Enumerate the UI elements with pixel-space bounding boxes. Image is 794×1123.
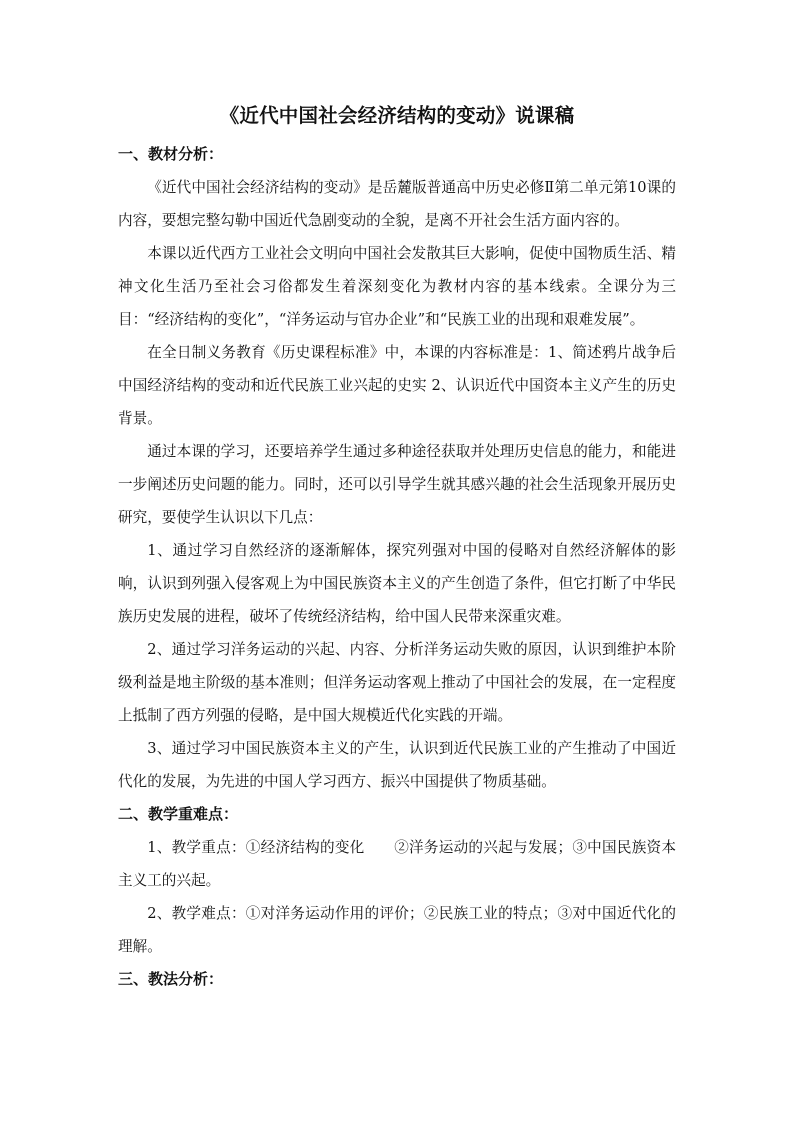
paragraph: 2、教学难点：①对洋务运动作用的评价；②民族工业的特点；③对中国近代化的理解。 xyxy=(118,905,676,955)
section-teaching-method xyxy=(118,963,676,996)
section-textbook-analysis xyxy=(118,138,676,798)
paragraph: 《近代中国社会经济结构的变动》是岳麓版普通高中历史必修Ⅱ第二单元第10课的内容，要想完整勾勒中国近代急剧变动的全貌，是离不开社会生活方面内容的。 xyxy=(118,179,676,229)
paragraph: 1、教学重点：①经济结构的变化 ②洋务运动的兴起与发展；③中国民族资本主义工的兴起。 xyxy=(118,839,676,889)
section-heading: 一、教材分析： xyxy=(118,145,224,163)
paragraph: 在全日制义务教育《历史课程标准》中，本课的内容标准是：1、简述鸦片战争后中国经济结构的变动和近代民族工业兴起的史实 2、认识近代中国资本主义产生的历史背景。 xyxy=(118,344,676,427)
paragraph: 2、通过学习洋务运动的兴起、内容、分析洋务运动失败的原因，认识到维护本阶级利益是地主阶级的基本准则；但洋务运动客观上推动了中国社会的发展，在一定程度上抵制了西方列强的侵略，是中国大规模近代化实践的开端。 xyxy=(118,641,676,724)
page-title: 《近代中国社会经济结构的变动》说课稿 xyxy=(219,104,575,127)
paragraph: 通过本课的学习，还要培养学生通过多种途径获取并处理历史信息的能力，和能进一步阐述历史问题的能力。同时，还可以引导学生就其感兴趣的社会生活现象开展历史研究，要使学生认识以下几点： xyxy=(118,443,676,526)
document-body xyxy=(118,100,676,996)
section-heading: 二、教学重难点： xyxy=(118,805,239,823)
paragraph: 本课以近代西方工业社会文明向中国社会发散其巨大影响，促使中国物质生活、精神文化生活乃至社会习俗都发生着深刻变化为教材内容的基本线索。全课分为三目：“经济结构的变化”，“洋务运动与官办企业”和“民族工业的出现和艰难发展”。 xyxy=(118,245,676,328)
paragraph: 1、通过学习自然经济的逐渐解体，探究列强对中国的侵略对自然经济解体的影响，认识到列强入侵客观上为中国民族资本主义的产生创造了条件，但它打断了中华民族历史发展的进程，破坏了传统经济结构，给中国人民带来深重灾难。 xyxy=(118,542,676,625)
section-heading: 三、教法分析： xyxy=(118,970,224,988)
section-key-difficult-points xyxy=(118,798,676,963)
paragraph: 3、通过学习中国民族资本主义的产生，认识到近代民族工业的产生推动了中国近代化的发展，为先进的中国人学习西方、振兴中国提供了物质基础。 xyxy=(118,740,676,790)
